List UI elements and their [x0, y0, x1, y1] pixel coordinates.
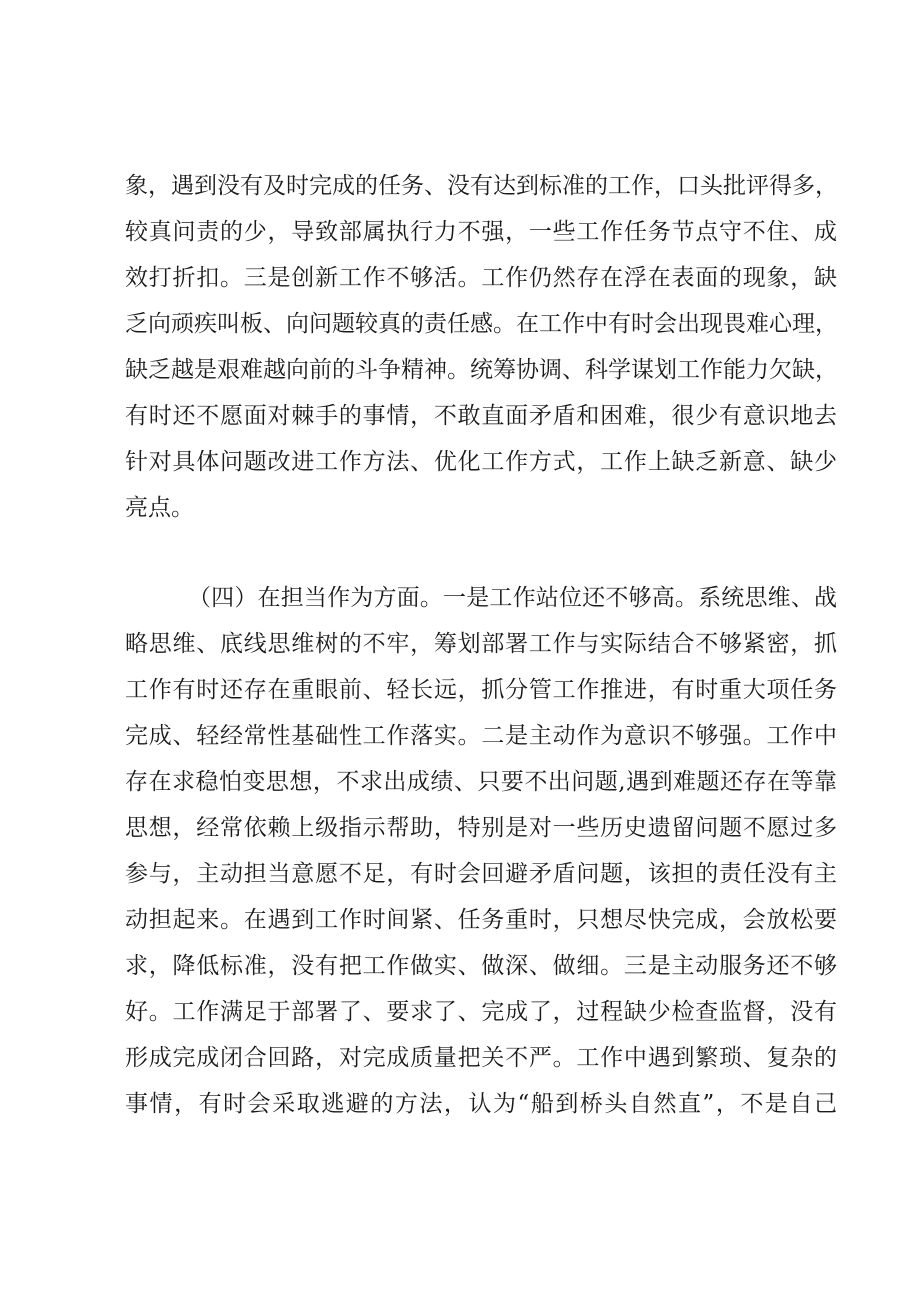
paragraph-2	[125, 575, 837, 1127]
paragraph-line: 求，降低标准，没有把工作做实、做深、做细。三是主动服务还不够	[125, 953, 837, 979]
paragraph-line: 略思维、底线思维树的不牢，筹划部署工作与实际结合不够紧密，抓	[125, 631, 837, 657]
paragraph-line: 乏向顽疾叫板、向问题较真的责任感。在工作中有时会出现畏难心理，	[125, 311, 838, 337]
paragraph-line: 针对具体问题改进工作方法、优化工作方式，工作上缺乏新意、缺少	[125, 449, 837, 475]
paragraph-line: 参与，主动担当意愿不足，有时会回避矛盾问题，该担的责任没有主	[125, 861, 837, 887]
paragraph-line: 较真问责的少，导致部属执行力不强，一些工作任务节点守不住、成	[125, 219, 837, 245]
paragraph-line: 亮点。	[125, 495, 194, 521]
paragraph-line: 有时还不愿面对棘手的事情，不敢直面矛盾和困难，很少有意识地去	[125, 403, 837, 429]
paragraph-line: 思想，经常依赖上级指示帮助，特别是对一些历史遗留问题不愿过多	[125, 815, 837, 841]
paragraph-line: 存在求稳怕变思想，不求出成绩、只要不出问题,遇到难题还存在等靠	[125, 769, 837, 795]
paragraph-1	[125, 163, 837, 531]
paragraph-line: 动担起来。在遇到工作时间紧、任务重时，只想尽快完成，会放松要	[125, 907, 837, 933]
paragraph-line: 效打折扣。三是创新工作不够活。工作仍然存在浮在表面的现象，缺	[125, 265, 837, 291]
paragraph-line: （四）在担当作为方面。一是工作站位还不够高。系统思维、战	[188, 585, 837, 611]
paragraph-line: 事情，有时会采取逃避的方法，认为“船到桥头自然直”，不是自己	[125, 1091, 837, 1117]
paragraph-line: 形成完成闭合回路，对完成质量把关不严。工作中遇到繁琐、复杂的	[125, 1045, 837, 1071]
paragraph-line: 工作有时还存在重眼前、轻长远，抓分管工作推进，有时重大项任务	[125, 677, 837, 703]
paragraph-line: 象，遇到没有及时完成的任务、没有达到标准的工作，口头批评得多，	[125, 173, 838, 199]
paragraph-line: 完成、轻经常性基础性工作落实。二是主动作为意识不够强。工作中	[125, 723, 837, 749]
paragraph-line: 好。工作满足于部署了、要求了、完成了，过程缺少检查监督，没有	[125, 999, 837, 1025]
paragraph-line: 缺乏越是艰难越向前的斗争精神。统筹协调、科学谋划工作能力欠缺，	[125, 357, 838, 383]
